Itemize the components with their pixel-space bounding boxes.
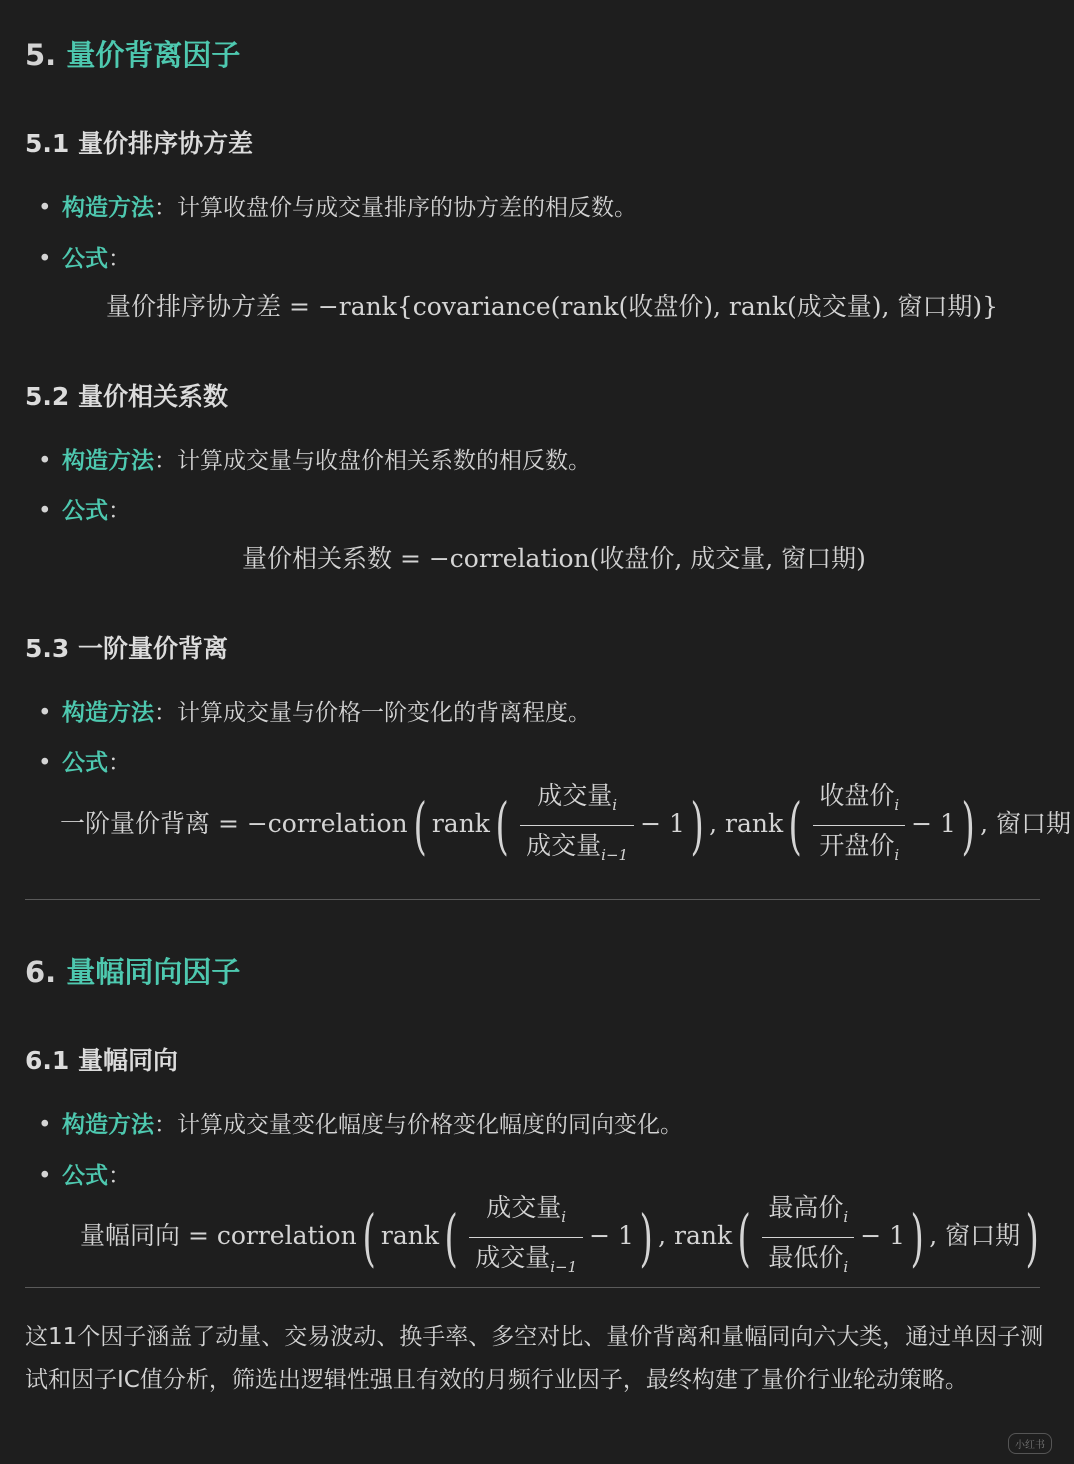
section-5-3-heading: 5.3 一阶量价背离 (25, 634, 228, 663)
section-5-1-heading: 5.1 量价排序协方差 (25, 129, 253, 158)
list-item: • 公式： (38, 1163, 131, 1189)
watermark: 小红书 (1008, 1433, 1052, 1454)
formula: 量幅同向 = correlation( rank( $\frac{成交量_i}{成交量_{i-1}}$ − 1) , rank( $\frac{最高价_i}{最低价_i}$ − 1) , 窗口期) (80, 1188, 1044, 1285)
fraction: $\frac{收盘价_i}{开盘价_i}$ (813, 778, 905, 873)
formula: 量价排序协方差 = −rank{covariance(rank(收盘价), rank(成交量), 窗口期)} (106, 292, 999, 321)
bullet-icon: • (38, 195, 52, 221)
fraction: $\frac{成交量_i}{成交量_{i-1}}$ (469, 1190, 583, 1285)
section-5-heading: 5. 量价背离因子 (25, 38, 241, 72)
section-6-heading: 6. 量幅同向因子 (25, 955, 241, 989)
divider (25, 1287, 1040, 1288)
bullet-icon: • (38, 750, 52, 776)
list-item: • 公式： (38, 498, 131, 524)
summary-paragraph: 这11个因子涵盖了动量、交易波动、换手率、多空对比、量价背离和量幅同向六大类，通过单因子测试和因子IC值分析，筛选出逻辑性强且有效的月频行业因子，最终构建了量价行业轮动策略。 (25, 1324, 1044, 1393)
fraction: $\frac{成交量_i}{成交量_{i-1}}$ (520, 778, 634, 873)
section-6-1-heading: 6.1 量幅同向 (25, 1046, 178, 1075)
formula: 一阶量价背离 = −correlation( rank( $\frac{成交量_i}{成交量_{i-1}}$ − 1) , rank( $\frac{收盘价_i}{开盘价_i}$ − 1) , 窗口期 (60, 776, 1071, 873)
formula-container (80, 1188, 1040, 1283)
list-item: • 公式： (38, 750, 131, 776)
divider (25, 899, 1040, 900)
formula-container (60, 776, 1072, 871)
bullet-icon: • (38, 700, 52, 726)
bullet-icon: • (38, 246, 52, 272)
formula: 量价相关系数 = −correlation(收盘价, 成交量, 窗口期) (242, 544, 866, 573)
list-item: • 构造方法：计算成交量变化幅度与价格变化幅度的同向变化。 (38, 1112, 683, 1138)
bullet-icon: • (38, 448, 52, 474)
list-item: • 构造方法：计算成交量与收盘价相关系数的相反数。 (38, 448, 591, 474)
list-item: • 构造方法：计算成交量与价格一阶变化的背离程度。 (38, 700, 591, 726)
bullet-icon: • (38, 498, 52, 524)
section-5-2-heading: 5.2 量价相关系数 (25, 382, 228, 411)
fraction: $\frac{最高价_i}{最低价_i}$ (762, 1190, 854, 1285)
bullet-icon: • (38, 1112, 52, 1138)
bullet-icon: • (38, 1163, 52, 1189)
list-item: • 公式： (38, 246, 131, 272)
list-item: • 构造方法：计算收盘价与成交量排序的协方差的相反数。 (38, 195, 637, 221)
